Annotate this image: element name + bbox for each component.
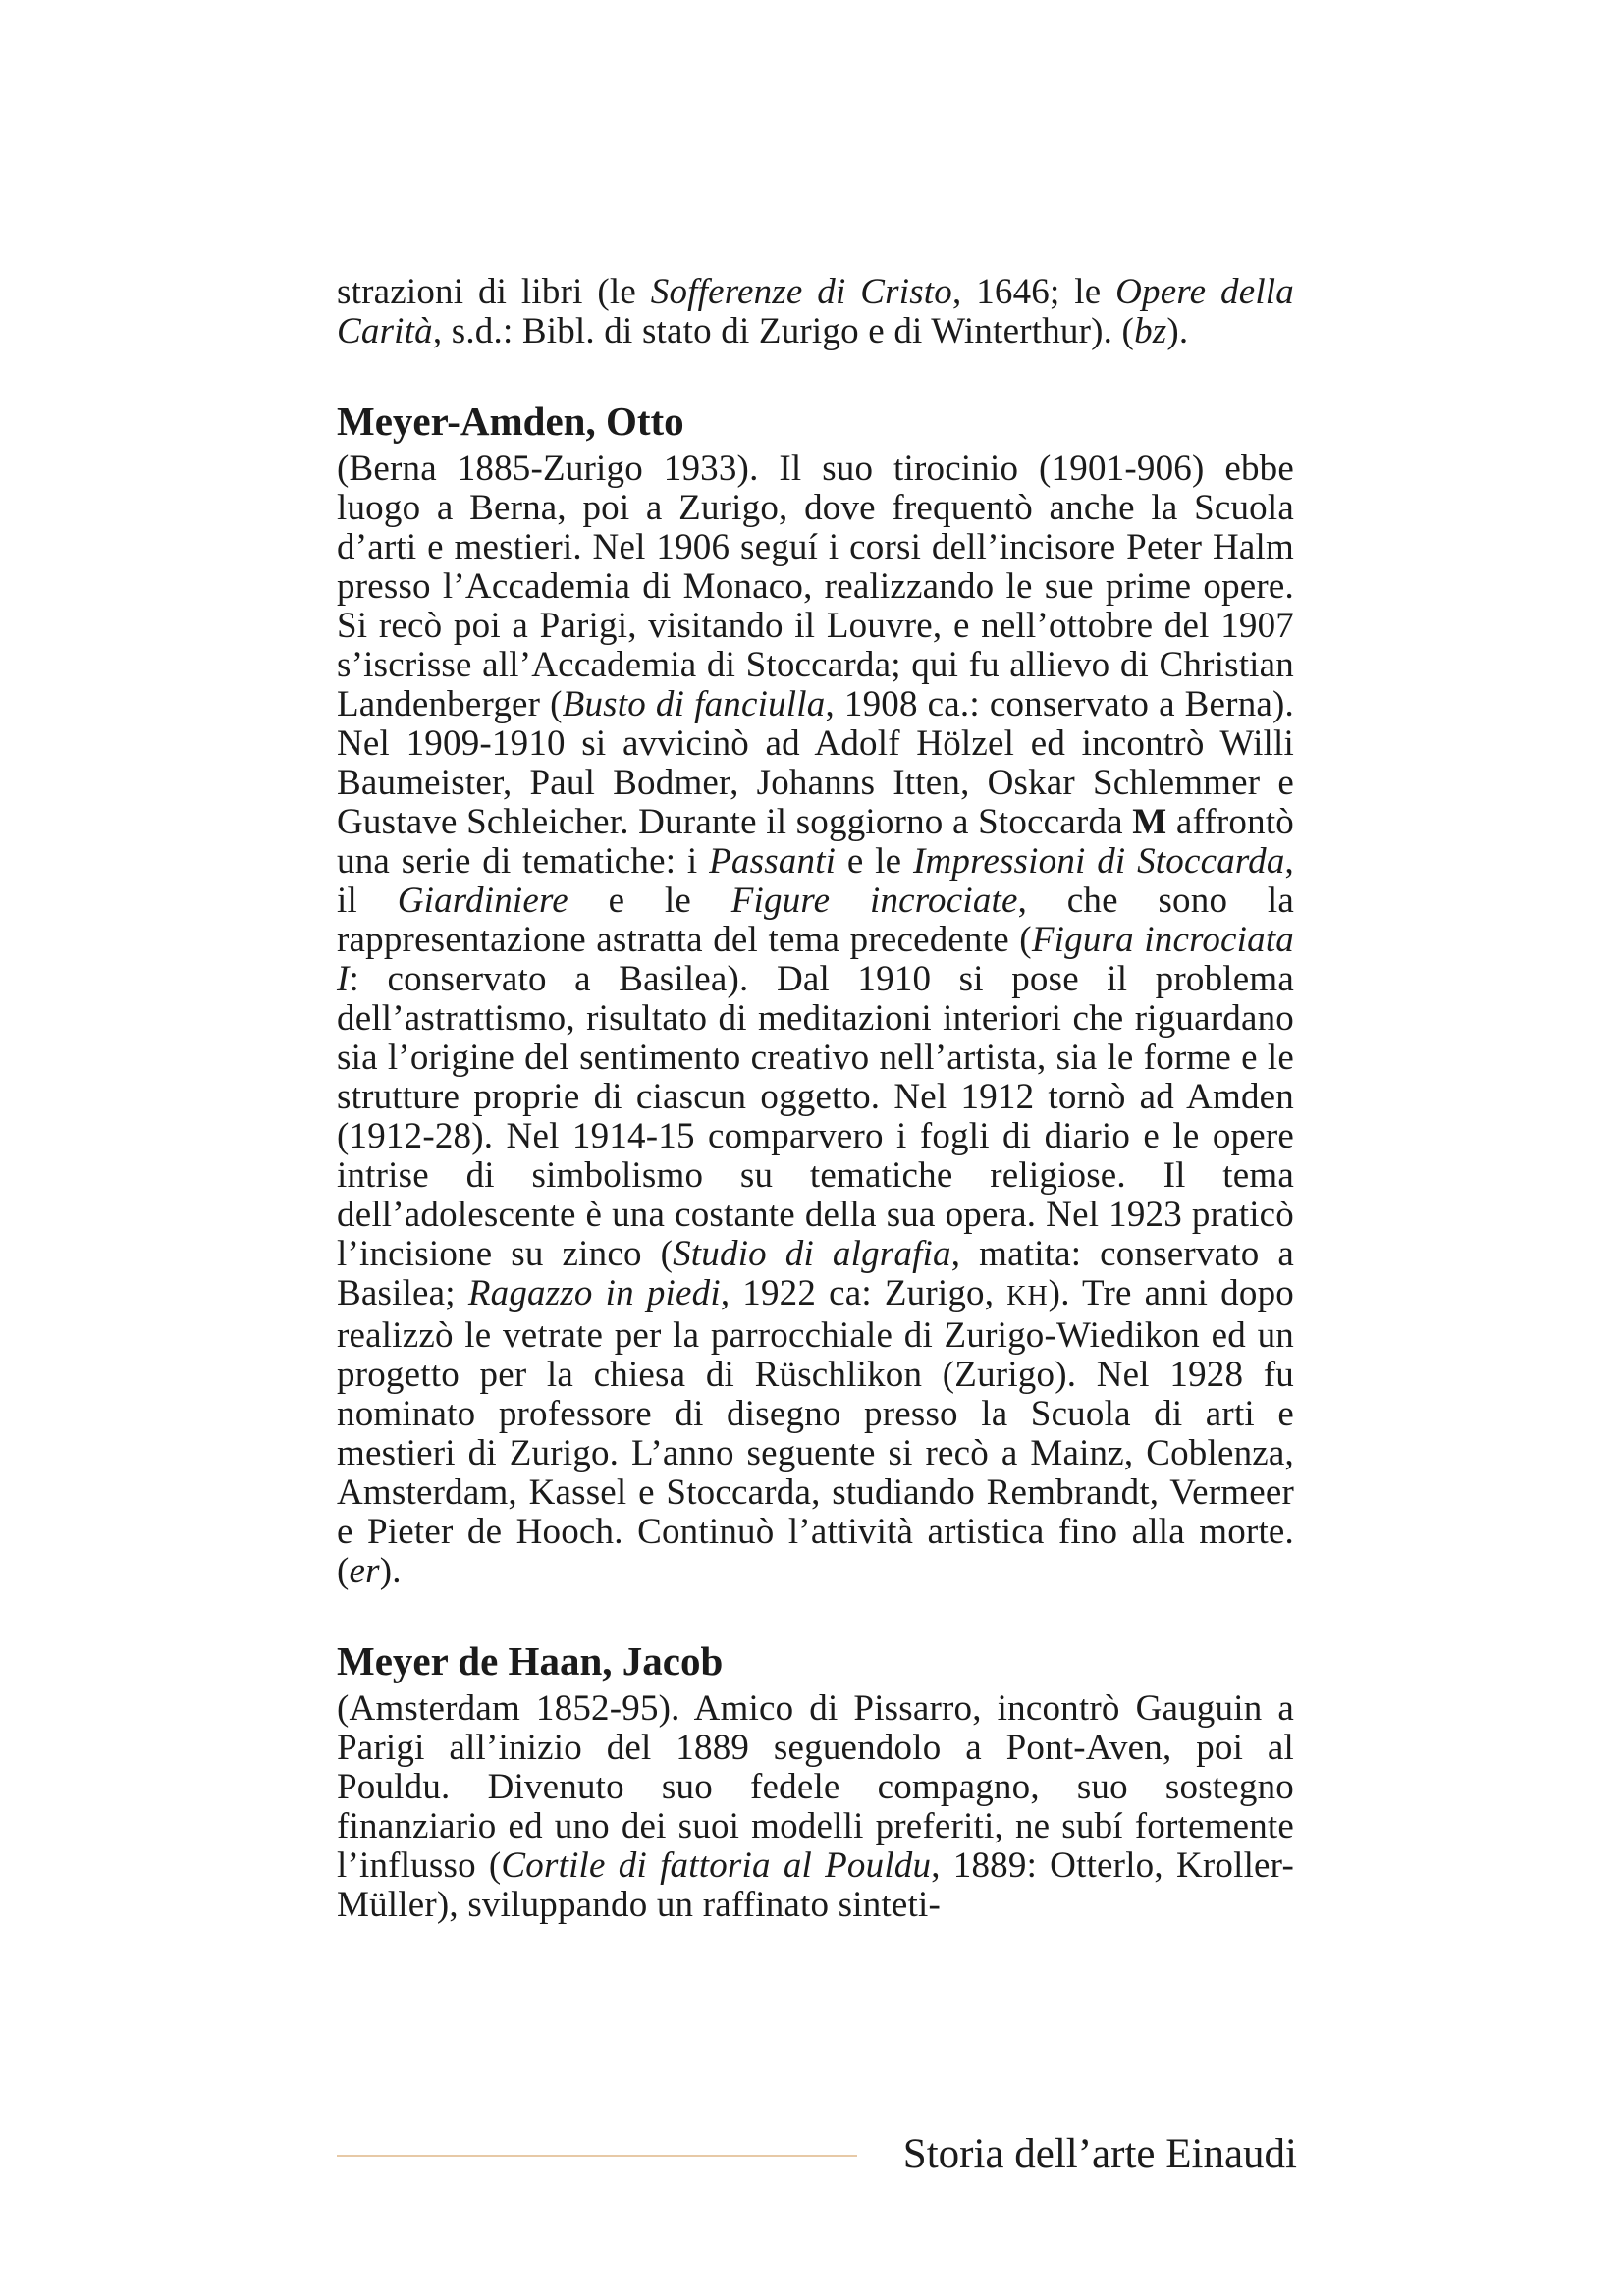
text-run: : conservato a Basilea). Dal 1910 si pose il problema dell’astrattismo, risultato di meditazioni interiori che riguardano sia l’origine del sentimento creativo nell’artista, sia le forme e le strutture proprie di ciascun oggetto. Nel 1912 tornò ad Amden (1912-28). Nel 1914-15 comparvero i fogli di diario e le opere intrise di simbolismo su tematiche religiose. Il tema dell’adolescente è una costante della sua opera. Nel 1923 praticò l’incisione su zinco ( (337, 959, 1294, 1274)
italic-title: Figura incrociata I (337, 920, 1294, 999)
italic-title: Impressioni di Stoccarda (912, 841, 1285, 881)
author-initials: bz (1134, 311, 1167, 351)
entry-title: Meyer de Haan, Jacob (337, 1638, 724, 1683)
footer-rule (337, 2155, 857, 2157)
text-run: , 1646; le (951, 272, 1116, 312)
italic-title: Ragazzo in piedi (467, 1273, 721, 1313)
text-run: , il (337, 841, 1294, 921)
entry-meyer-amden (337, 397, 1294, 1591)
italic-title: Busto di fanciulla (562, 684, 826, 724)
continued-paragraph (337, 273, 1294, 351)
small-caps-abbreviation: KH (1006, 1281, 1049, 1311)
text-run: , 1889: Otterlo, Kroller-Müller), sviluppando un raffinato sinteti- (337, 1845, 1294, 1925)
bold-abbreviation: M (1132, 802, 1167, 842)
text-run: , s.d.: Bibl. di stato di Zurigo e di Winterthur). ( (432, 311, 1135, 351)
text-run: e le (568, 881, 731, 921)
author-initials: er (349, 1551, 380, 1591)
italic-title: Studio di algrafia (673, 1234, 951, 1274)
text-run: ). (379, 1551, 402, 1591)
text-run: ). (1166, 311, 1189, 351)
entry-body (337, 450, 1294, 1591)
text-run: ). Tre anni dopo realizzò le vetrate per la parrocchiale di Zurigo-Wiedikon ed un progetto per la chiesa di Rüschlikon (Zurigo). Nel 1928 fu nominato professore di disegno presso la Scuola di arti e mestieri di Zurigo. L’anno seguente si recò a Mainz, Coblenza, Amsterdam, Kassel e Stoccarda, studiando Rembrandt, Vermeer e Pieter de Hooch. Continuò l’attività artistica fino alla morte. ( (337, 1273, 1294, 1591)
text-run: , 1922 ca: Zurigo, (720, 1273, 1007, 1313)
text-run: affrontò una serie di tematiche: i (337, 802, 1294, 881)
text-run: strazioni di libri (le (337, 272, 651, 312)
italic-title: Cortile di fattoria al Pouldu (501, 1845, 932, 1886)
italic-title: Sofferenze di Cristo (650, 272, 952, 312)
text-run: (Amsterdam 1852-95). Amico di Pissarro, incontrò Gauguin a Parigi all’inizio del 1889 seguendolo a Pont-Aven, poi al Pouldu. Divenuto suo fedele compagno, suo sostegno finanziario ed uno dei suoi modelli preferiti, ne subí fortemente l’influsso ( (337, 1688, 1294, 1886)
text-run: e le (836, 841, 913, 881)
footer-label: Storia dell’arte Einaudi (902, 2131, 1297, 2177)
text-run: , che sono la rappresentazione astratta del tema precedente ( (337, 881, 1294, 960)
entry-body (337, 1689, 1294, 1925)
text-run: , 1908 ca.: conservato a Berna). Nel 1909-1910 si avvicinò ad Adolf Hölzel ed incontrò Willi Baumeister, Paul Bodmer, Johanns Itten, Oskar Schlemmer e Gustave Schleicher. Durante il soggiorno a Stoccarda (337, 684, 1294, 842)
entry-meyer-de-haan (337, 1636, 1294, 1925)
entry-title: Meyer-Amden, Otto (337, 399, 684, 444)
text-column (337, 273, 1294, 1925)
italic-title: Opere della Carità (337, 272, 1294, 351)
text-run: , matita: conservato a Basilea; (337, 1234, 1294, 1313)
text-run: (Berna 1885-Zurigo 1933). Il suo tirocinio (1901-906) ebbe luogo a Berna, poi a Zurigo, dove frequentò anche la Scuola d’arti e mestieri. Nel 1906 seguí i corsi dell’incisore Peter Halm presso l’Accademia di Monaco, realizzando le sue prime opere. Si recò poi a Parigi, visitando il Louvre, e nell’ottobre del 1907 s’iscrisse all’Accademia di Stoccarda; qui fu allievo di Christian Landenberger ( (337, 449, 1294, 724)
italic-title: Passanti (709, 841, 837, 881)
italic-title: Figure incrociate (730, 881, 1018, 921)
italic-title: Giardiniere (397, 881, 568, 921)
